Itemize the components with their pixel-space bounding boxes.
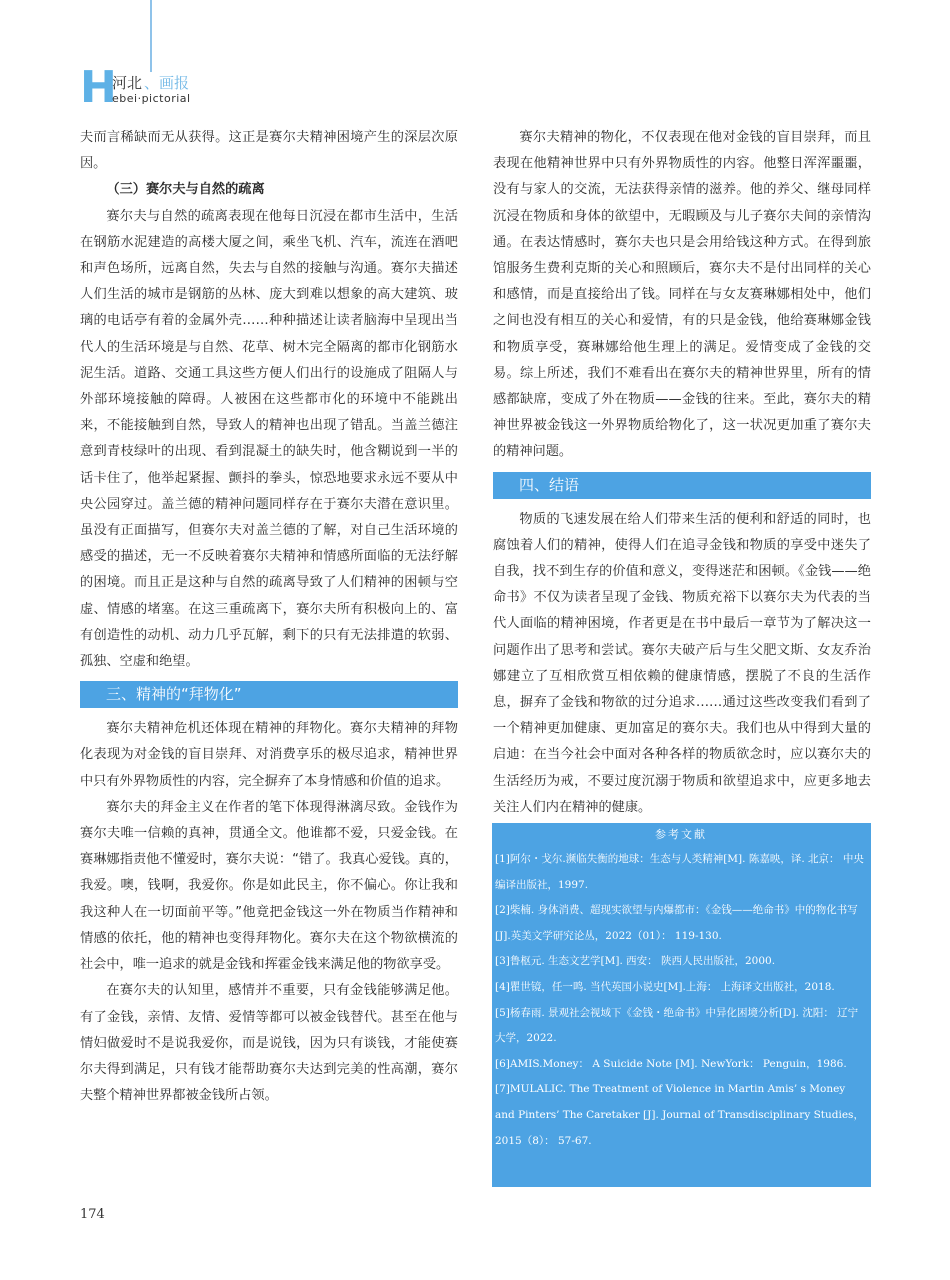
references-box [492,823,871,1187]
left-column [80,125,458,1109]
paragraph: 赛尔夫精神危机还体现在精神的拜物化。赛尔夫精神的拜物化表现为对金钱的盲目崇拜、对消费享乐的极尽追求，精神世界中只有外界物质性的内容，完全摒弃了本身情感和价值的追求。 [80,721,458,789]
reference-item: [7]MULALIC. The Treatment of Violence in Martin Amis’ s Money and Pinters’ The Caretaker [J]. Journal of Transdisciplinary Studies，2015（8）： 57-67. [495,1083,864,1147]
section-heading: 四、结语 [493,472,871,499]
reference-item: [1]阿尔・戈尔.濒临失衡的地球：生态与人类精神[M]. 陈嘉映，译. 北京： 中央编译出版社，1997. [495,853,864,891]
references-title: 参考文献 [655,828,707,841]
subsection-heading: （三）赛尔夫与自然的疏离 [106,182,265,198]
logo-cn-sub: 、画报 [144,74,190,92]
paragraph: 夫而言稀缺而无从获得。这正是赛尔夫精神困境产生的深层次原因。 [80,130,458,172]
reference-item: [3]鲁枢元. 生态文艺学[M]. 西安： 陕西人民出版社，2000. [495,955,776,968]
logo-en: ebei·pictorial [112,92,191,105]
paragraph: 物质的飞速发展在给人们带来生活的便利和舒适的同时，也腐蚀着人们的精神，使得人们在追寻金钱和物质的享受中迷失了自我，找不到生存的价值和意义，变得迷茫和困顿。《金钱——绝命书》不仅为读者呈现了金钱、物质充裕下以赛尔夫为代表的当代人面临的精神困境，作者更是在书中最后一章节为了解决这一问题作出了思考和尝试。赛尔夫破产后与生父肥文斯、女友乔治娜建立了互相欣赏互相依赖的健康情感，摆脱了不良的生活作息，摒弃了金钱和物欲的过分追求……通过这些改变我们看到了一个精神更加健康、更加富足的赛尔夫。我们也从中得到大量的启迪：在当今社会中面对各种各样的物质欲念时，应以赛尔夫的生活经历为戒，不要过度沉溺于物质和欲望追求中，应更多地去关注人们内在精神的健康。 [493,511,871,815]
reference-item: [2]柴楠. 身体消费、超现实欲望与内爆都市：《金钱——绝命书》中的物化书写[J].英美文学研究论丛，2022（01）： 119-130. [495,904,858,942]
paragraph: 赛尔夫与自然的疏离表现在他每日沉浸在都市生活中，生活在钢筋水泥建造的高楼大厦之间，乘坐飞机、汽车，流连在酒吧和声色场所，远离自然，失去与自然的接触与沟通。赛尔夫描述人们生活的城市是钢筋的丛林、庞大到难以想象的高大建筑、玻璃的电话亭有着的金属外壳……种种描述让读者脑海中呈现出当代人的生活环境是与自然、花草、树木完全隔离的都市化钢筋水泥生活。道路、交通工具这些方便人们出行的设施成了阻隔人与外部环境接触的障碍。人被困在这些都市化的环境中不能跳出来，不能接触到自然，导致人的精神也出现了错乱。当盖兰德注意到青枝绿叶的出现、看到混凝土的缺失时，他含糊说到一半的话卡住了，他举起紧握、颤抖的拳头，惊恐地要求永远不要从中央公园穿过。盖兰德的精神问题同样存在于赛尔夫潜在意识里。虽没有正面描写，但赛尔夫对盖兰德的了解，对自己生活环境的感受的描述，无一不反映着赛尔夫精神和情感所面临的无法纾解的困境。而且正是这种与自然的疏离导致了人们精神的困顿与空虚、情感的堵塞。在这三重疏离下，赛尔夫所有积极向上的、富有创造性的动机、动力几乎瓦解，剩下的只有无法排遣的软弱、孤独、空虚和绝望。 [80,208,458,670]
logo-cn-main: 河北 [112,74,143,92]
reference-item: [4]瞿世镜，任一鸣. 当代英国小说史[M].上海： 上海译文出版社，2018. [495,980,835,993]
right-column [493,125,871,821]
paragraph: 在赛尔夫的认知里，感情并不重要，只有金钱能够满足他。有了金钱，亲情、友情、爱情等都可以被金钱替代。甚至在他与情妇做爱时不是说我爱你，而是说钱，因为只有谈钱，才能使赛尔夫得到满足，只有钱才能帮助赛尔夫达到完美的性高潮，赛尔夫整个精神世界都被金钱所占领。 [80,983,458,1104]
header-rule [150,0,152,72]
section-heading: 三、精神的“拜物化” [80,681,458,708]
page-number: 174 [80,1207,105,1222]
paragraph: 赛尔夫精神的物化，不仅表现在他对金钱的盲目崇拜，而且表现在他精神世界中只有外界物质性的内容。他整日浑浑噩噩，没有与家人的交流，无法获得亲情的滋养。他的养父、继母同样沉浸在物质和身体的欲望中，无暇顾及与儿子赛尔夫间的亲情沟通。在表达情感时，赛尔夫也只是会用给钱这种方式。在得到旅馆服务生费利克斯的关心和照顾后，赛尔夫不是付出同样的关心和感情，而是直接给出了钱。同样在与女友赛琳娜相处中，他们之间也没有相互的关心和爱情，有的只是金钱，他给赛琳娜金钱和物质享受，赛琳娜给他生理上的满足。爱情变成了金钱的交易。综上所述，我们不难看出在赛尔夫的精神世界里，所有的情感都缺席，变成了外在物质——金钱的往来。至此，赛尔夫的精神世界被金钱这一外界物质给物化了，这一状况更加重了赛尔夫的精神问题。 [493,130,871,460]
reference-item: [5]杨春雨. 景观社会视域下《金钱・绝命书》中异化困境分析[D]. 沈阳： 辽宁大学，2022. [495,1006,859,1045]
paragraph: 赛尔夫的拜金主义在作者的笔下体现得淋漓尽致。金钱作为赛尔夫唯一信赖的真神，贯通全文。他谁都不爱，只爱金钱。在赛琳娜指责他不懂爱时，赛尔夫说：“错了。我真心爱钱。真的，我爱。噢，钱啊，我爱你。你是如此民主，你不偏心。你让我和我这种人在一切面前平等。”他竟把金钱这一外在物质当作精神和情感的依托，他的精神也变得拜物化。赛尔夫在这个物欲横流的社会中，唯一追求的就是金钱和挥霍金钱来满足他的物欲享受。 [80,799,458,973]
logo-letter: H [80,62,117,113]
logo-cn [112,72,189,93]
reference-item: [6]AMIS.Money： A Suicide Note [M]. NewYork： Penguin，1986. [495,1057,847,1070]
